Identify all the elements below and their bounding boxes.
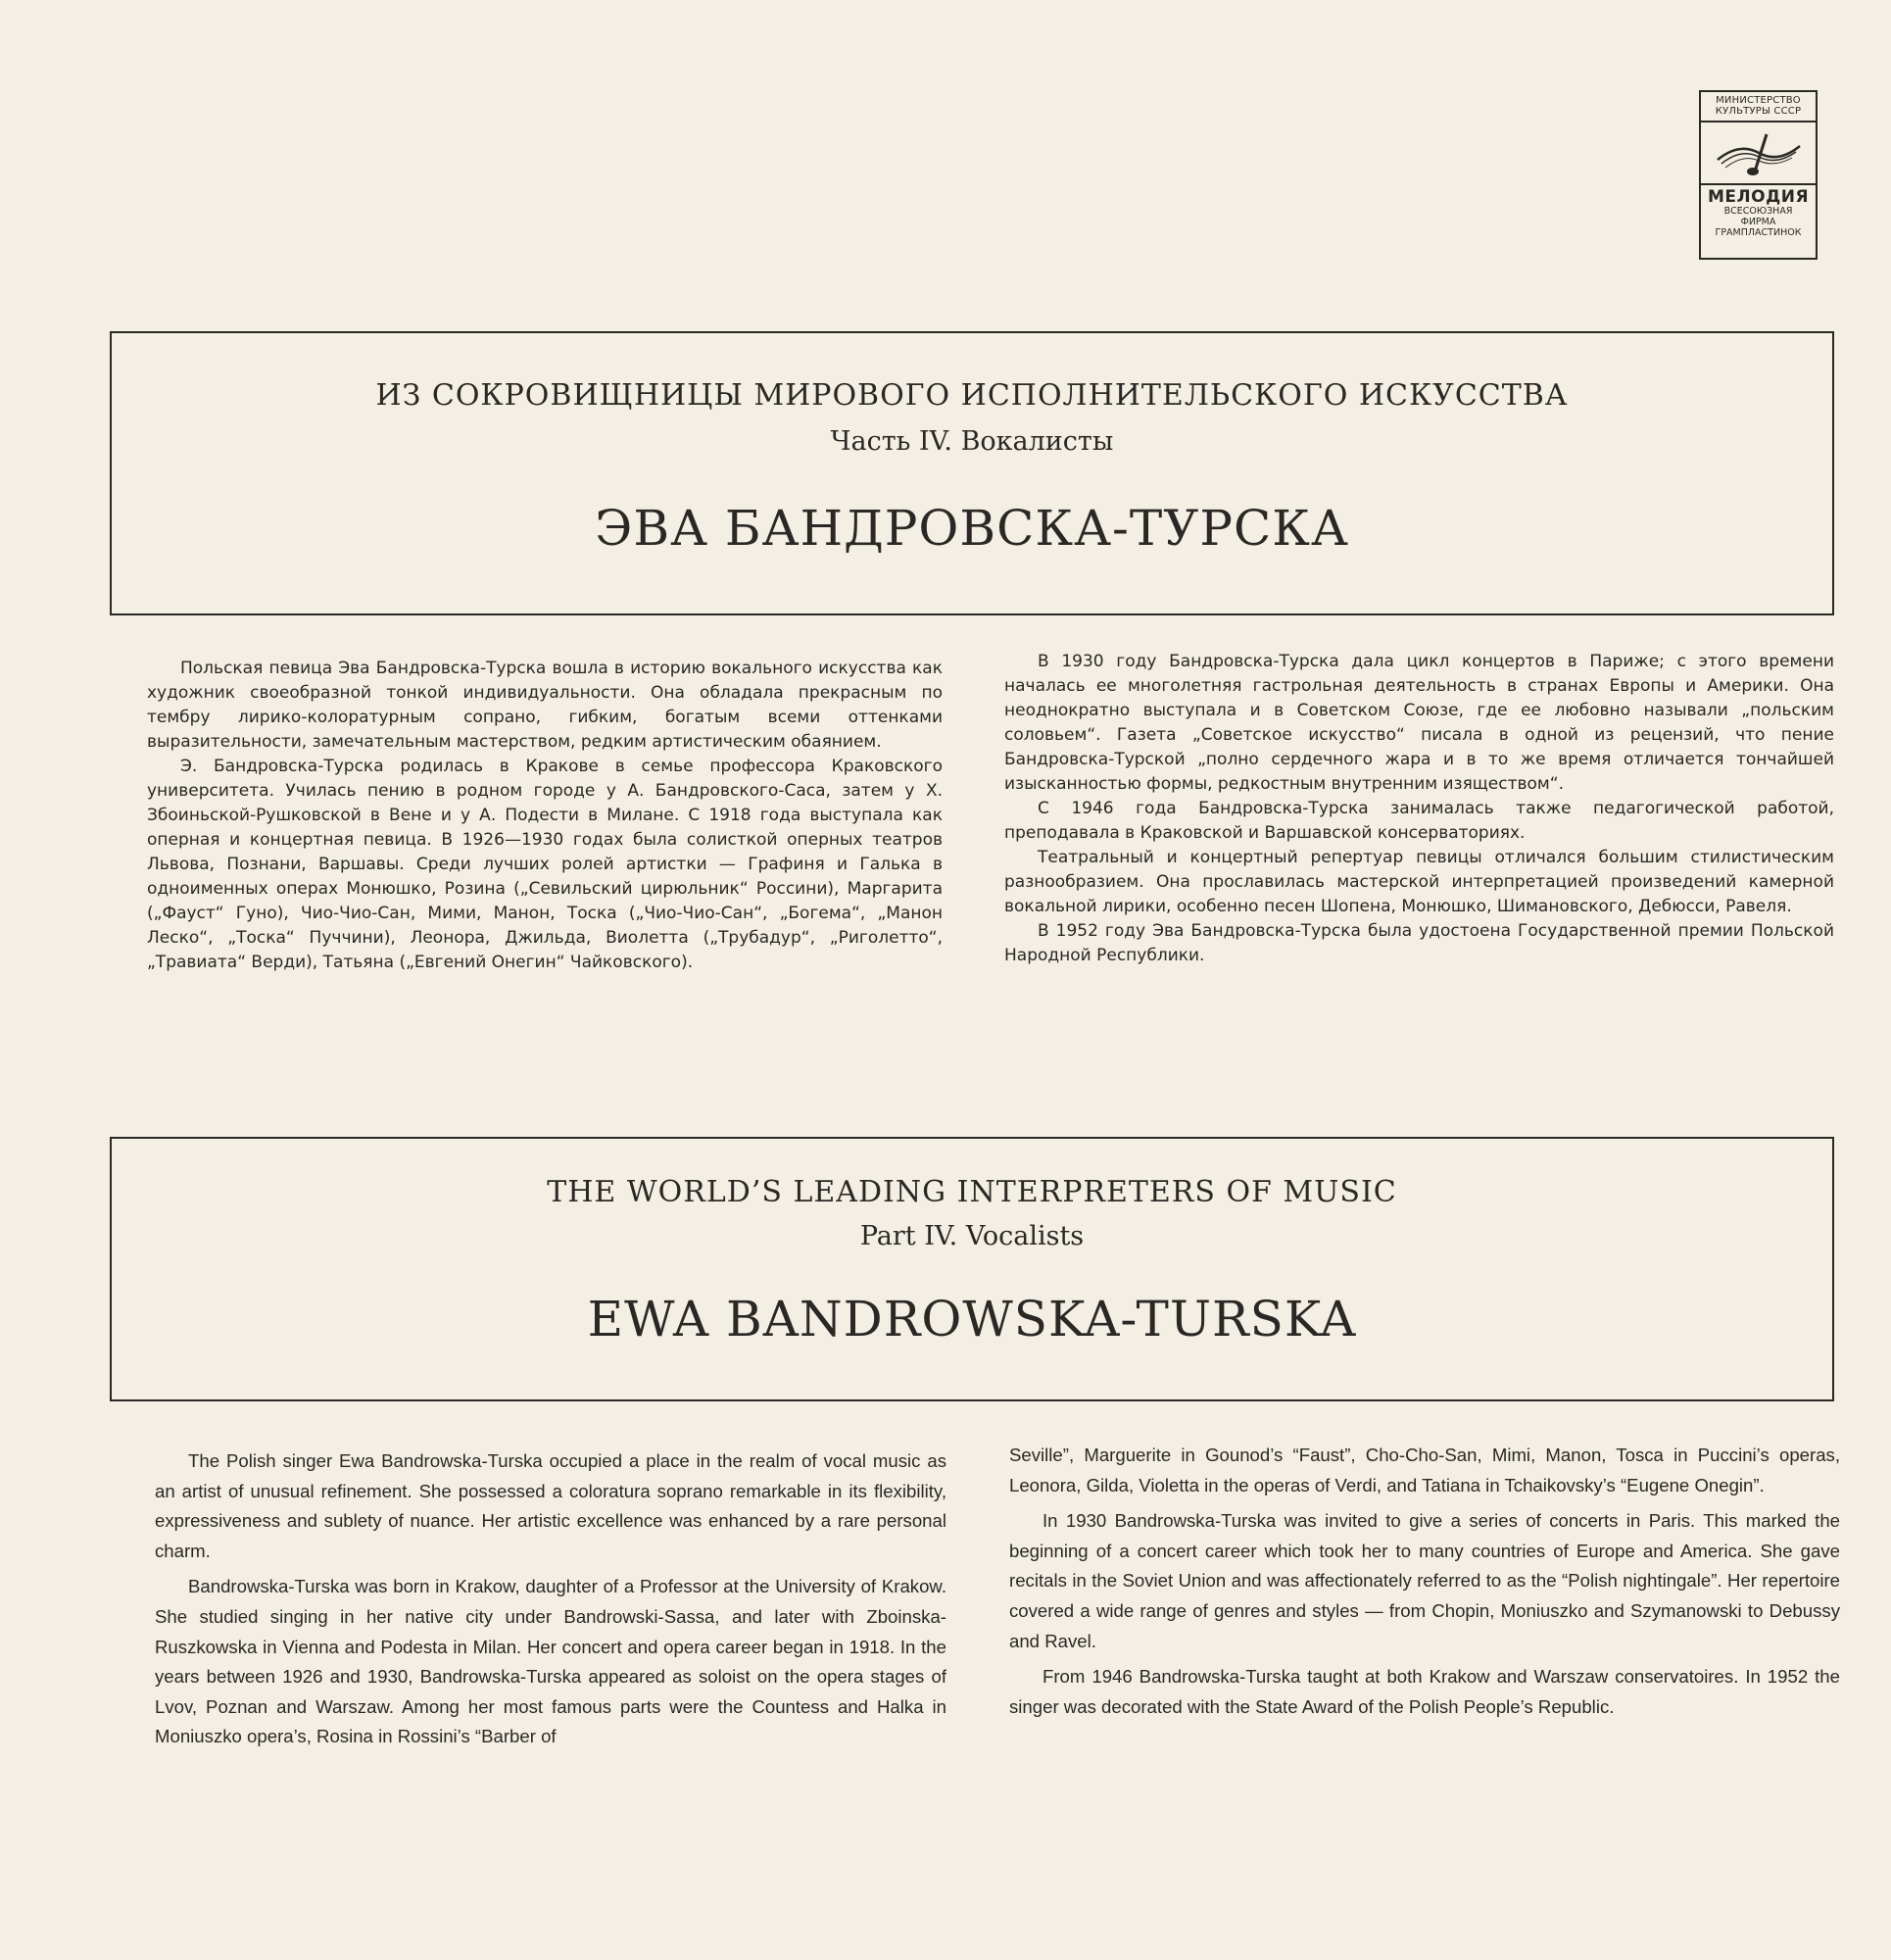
melodiya-logo (1699, 90, 1818, 260)
en-paragraph: Seville”, Marguerite in Gounod’s “Faust”, Cho-Cho-San, Mimi, Manon, Tosca in Puccini’s operas, Leonora, Gilda, Violetta in the operas of Verdi, and Tatiana in Tchaikovsky’s “Eugene Onegin”. (1009, 1445, 1840, 1495)
en-series-title: THE WORLD’S LEADING INTERPRETERS OF MUSIC (547, 1175, 1397, 1209)
melodiya-emblem-icon (1701, 122, 1816, 183)
ru-paragraph: В 1930 году Бандровска-Турска дала цикл концертов в Париже; с этого времени началась ее многолетняя гастрольная деятельность в странах Европы и Америки. Она неоднократно выступала и в Советском Союзе, где ее любовно называли „польским соловьем“. Газета „Советское искусство“ писала в одной из рецензий, что пение Бандровска-Турской „полно сердечного жара и в то же время отличается тончайшей изысканностью формы, редкостным внутренним изяществом“. (1004, 652, 1834, 794)
ru-series-title: ИЗ СОКРОВИЩНИЦЫ МИРОВОГО ИСПОЛНИТЕЛЬСКОГО ИСКУССТВА (375, 378, 1569, 413)
en-text-left-column (155, 1446, 946, 1758)
logo-brand: МЕЛОДИЯ (1701, 183, 1816, 206)
en-part-title: Part IV. Vocalists (859, 1221, 1085, 1251)
ru-paragraph: С 1946 года Бандровска-Турска занималась также педагогической работой, преподавала в Краковской и Варшавской консерваториях. (1004, 799, 1834, 843)
ru-artist-name: ЭВА БАНДРОВСКА-ТУРСКА (595, 500, 1349, 557)
ru-paragraph: В 1952 году Эва Бандровска-Турска была удостоена Государственной премии Польской Народной Республики. (1004, 921, 1834, 965)
ru-paragraph: Польская певица Эва Бандровска-Турска вошла в историю вокального искусства как художник своеобразной тонкой индивидуальности. Она обладала прекрасным по тембру лирико-колоратурным сопрано, гибким, богатым всеми оттенками выразительности, замечательным мастерством, редким артистическим обаянием. (147, 659, 943, 752)
en-text-right-column (1009, 1441, 1840, 1728)
ru-text-right-column (1004, 650, 1834, 968)
ru-paragraph: Э. Бандровска-Турска родилась в Кракове в семье профессора Краковского университета. Училась пению в родном городе у А. Бандровского-Саса, затем у Х. Збоиньской-Рушковской в Вене и у А. Подести в Милане. С 1918 года выступала как оперная и концертная певица. В 1926—1930 годах была солисткой оперных театров Львова, Познани, Варшавы. Среди лучших ролей артистки — Графиня и Галька в одноименных операх Монюшко, Розина („Севильский цирюльник“ Россини), Маргарита („Фауст“ Гуно), Чио-Чио-Сан, Мими, Манон, Тоска („Чио-Чио-Сан“, „Богема“, „Манон Леско“, „Тоска“ Пуччини), Леонора, Джильда, Виолетта („Трубадур“, „Риголетто“, „Травиата“ Верди), Татьяна („Евгений Онегин“ Чайковского). (147, 757, 943, 972)
en-paragraph: In 1930 Bandrowska-Turska was invited to give a series of concerts in Paris. This marked the beginning of a concert career which took her to many countries of Europe and America. She gave recitals in the Soviet Union and was affectionately referred to as the “Polish nightingale”. Her repertoire covered a wide range of genres and styles — from Chopin, Moniuszko and Szymanowski to Debussy and Ravel. (1009, 1510, 1840, 1651)
logo-sub-3: ГРАМПЛАСТИНОК (1715, 227, 1802, 238)
en-paragraph: The Polish singer Ewa Bandrowska-Turska occupied a place in the realm of vocal music as an artist of unusual refinement. She possessed a coloratura soprano remarkable in its flexibility, expressiveness and sublety of nuance. Her artistic excellence was enhanced by a rare personal charm. (155, 1450, 946, 1561)
ru-paragraph: Театральный и концертный репертуар певицы отличался большим стилистическим разнообразием. Она прославилась мастерской интерпретацией произведений камерной вокальной лирики, особенно песен Шопена, Монюшко, Шимановского, Дебюсси, Равеля. (1004, 848, 1834, 916)
en-paragraph: From 1946 Bandrowska-Turska taught at both Krakow and Warszaw conservatoires. In 1952 the singer was decorated with the State Award of the Polish People’s Republic. (1009, 1666, 1840, 1717)
ru-part-title: Часть IV. Вокалисты (830, 426, 1114, 457)
logo-sub-1: ВСЕСОЮЗНАЯ (1723, 206, 1793, 217)
logo-ministry-text: МИНИСТЕРСТВО КУЛЬТУРЫ СССР (1701, 92, 1816, 122)
en-paragraph: Bandrowska-Turska was born in Krakow, daughter of a Professor at the University of Krakow. She studied singing in her native city under Bandrowski-Sassa, and later with Zboinska-Ruszkowska in Vienna and Podesta in Milan. Her concert and opera career began in 1918. In the years between 1926 and 1930, Bandrowska-Turska appeared as soloist on the opera stages of Lvov, Poznan and Warszaw. Among her most famous parts were the Countess and Halka in Moniuszko opera’s, Rosina in Rossini’s “Barber of (155, 1576, 946, 1747)
english-title-box (110, 1137, 1834, 1401)
ru-text-left-column (147, 657, 943, 975)
en-artist-name: EWA BANDROWSKA-TURSKA (587, 1291, 1357, 1348)
russian-title-box (110, 331, 1834, 615)
logo-sub-2: ФИРМА (1740, 217, 1776, 227)
